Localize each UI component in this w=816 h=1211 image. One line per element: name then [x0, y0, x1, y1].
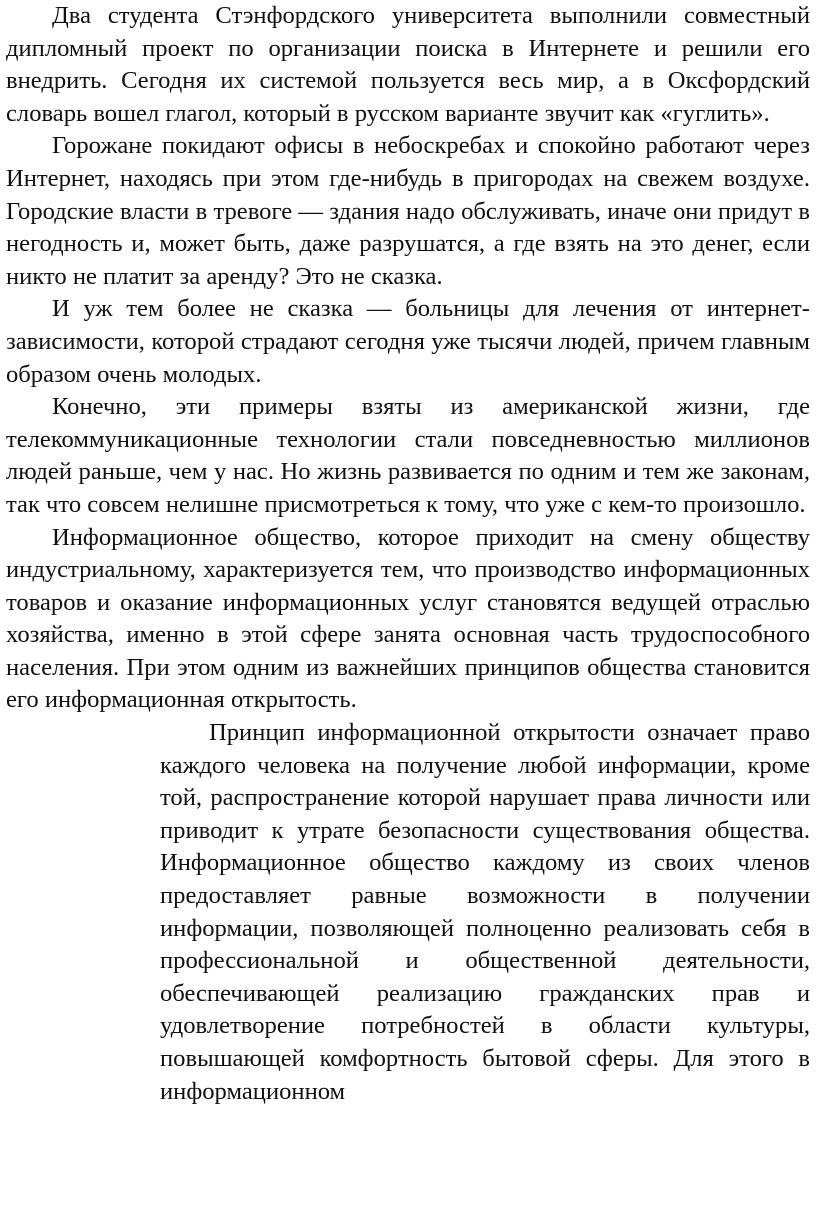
paragraph-internet-addiction: И уж тем более не сказка — больницы для лечения от интернет-зависимости, которой страдают сегодня уже тысячи людей, причем главным образом очень молодых. — [6, 295, 810, 388]
paragraph-remote-work: Горожане покидают офисы в небоскребах и спокойно работают через Интернет, находясь при этом где-нибудь в пригородах на свежем воздухе. Городские власти в тревоге — здания надо обслуживать, иначе они придут в негодность и, может быть, даже разрушатся, а где взять на это денег, если никто не платит за аренду? Это не сказка. — [6, 132, 810, 290]
paragraph-information-society: Информационное общество, которое приходит на смену обществу индустриальному, характеризуется тем, что производство информационных товаров и оказание информационных услуг становятся ведущей отраслью хозяйства, именно в этой сфере занята основная часть трудоспособного населения. При этом одним из важнейших принципов общества становится его информационная открытость. — [6, 523, 810, 714]
document-page — [6, 0, 810, 1108]
paragraph-american-examples: Конечно, эти примеры взяты из американской жизни, где телекоммуникационные технологии стали повседневностью миллионов людей раньше, чем у нас. Но жизнь развивается по одним и тем же законам, так что совсем нелишне присмотреться к тому, что уже с кем-то произошло. — [6, 393, 810, 518]
paragraph-stanford-students: Два студента Стэнфордского университета выполнили совместный дипломный проект по организации поиска в Интернете и решили его внедрить. Сегодня их системой пользуется весь мир, а в Оксфордский словарь вошел глагол, который в русском варианте звучит как «гуглить». — [6, 2, 810, 127]
paragraph-openness-principle: Принцип информационной открытости означает право каждого человека на получение любой информации, кроме той, распространение которой нарушает права личности или приводит к утрате безопасности существования общества. Информационное общество каждому из своих членов предоставляет равные возможности в получении информации, позволяющей полноценно реализовать себя в профессиональной и общественной деятельности, обеспечивающей реализацию гражданских прав и удовлетворение потребностей в области культуры, повышающей комфортность бытовой сферы. Для этого в информационном — [160, 719, 810, 1105]
